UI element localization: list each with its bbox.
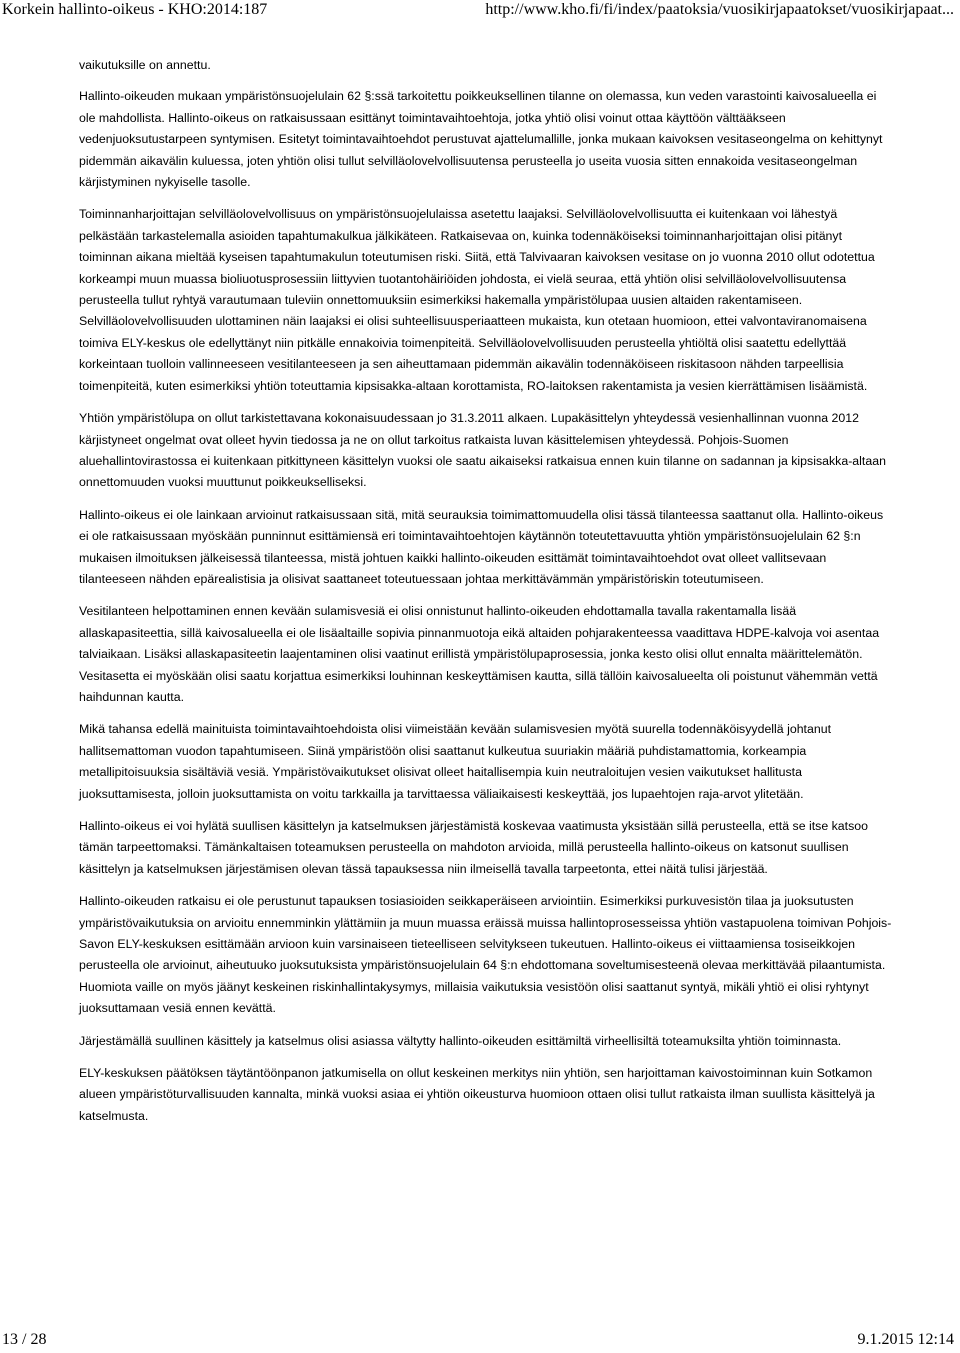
paragraph: Hallinto-oikeus ei voi hylätä suullisen käsittelyn ja katselmuksen järjestämistä koskevaa vaatimusta yksistään sillä perusteella, että se itse katsoo tämän tarpeettomaksi. Tämänkaltaisen toteamuksen perusteella on mahdoton arvioida, millä perusteella hallinto-oikeus on katsonut suullisen käsittelyn ja katselmuksen järjestämisen olevan tässä tapauksessa niin ilmeisellä tavalla tarpeetonta, ettei näitä tulisi järjestää. [79, 819, 868, 876]
paragraph: Toiminnanharjoittajan selvilläolovelvollisuus on ympäristönsuojelulaissa asetettu laajaksi. Selvilläolovelvollisuutta ei kuitenkaan voi lähestyä pelkästään tarkastelemalla asioiden tapahtumakulkua jälkikäteen. Ratkaisevaa on, kuinka todennäköiseksi toiminnanharjoittajan olisi pitänyt toiminnan aikana mieltää kyseisen tapahtumakulun toteutumisen riski. Siitä, että Talvivaaran kaivoksen vesitase on jo vuonna 2010 ollut odotettua korkeampi muun muassa bioliuotusprosessiin liittyvien tuotantohäiriöiden johdosta, ei vielä seuraa, että yhtiön olisi selvilläolovelvollisuutensa perusteella tullut ryhtyä varautumaan tuleviin onnettomuuksiin esimerkiksi hakemalla ympäristölupaa uusien altaiden rakentamiseen. Selvilläolovelvollisuuden ulottaminen näin laajaksi ei olisi suhteellisuusperiaatteen mukaista, kun otetaan huomioon, ettei valvontaviranomaisena toimiva ELY-keskus ole edellyttänyt niin pitkälle ennakoivia toimenpiteitä. Selvilläolovelvollisuuden perusteella yhtiöltä olisi saatettu edellyttää korkeintaan tuolloin vallinneeseen vesitilanteeseen ja sen aiheuttamaan pidemmän aikavälin todennäköiseen riskitasoon nähden tarpeellisia toimenpiteitä, kuten esimerkiksi yhtiön toteuttamia kipsisakka-altaan korottamista, RO-laitoksen rakentamista ja vesien kierrättämisen lisäämistä. [79, 207, 875, 393]
paragraph: Yhtiön ympäristölupa on ollut tarkistettavana kokonaisuudessaan jo 31.3.2011 alkaen. Lupakäsittelyn yhteydessä vesienhallinnan vuonna 2012 kärjistyneet ongelmat ovat olleet hyvin tiedossa ja ne on ollut tarkoitus ratkaista luvan käsittelemisen yhteydessä. Pohjois-Suomen aluehallintovirastossa ei kuitenkaan pitkittyneen käsittelyn vuoksi ole saatu aikaiseksi ratkaisua ennen kuin tilanne on sadannan ja kipsisakka-altaan onnettomuuden vuoksi muuttunut poikkeukselliseksi. [79, 411, 886, 490]
print-datetime: 9.1.2015 12:14 [857, 1331, 954, 1348]
paragraph: Mikä tahansa edellä mainituista toimintavaihtoehdoista olisi viimeistään kevään sulamisvesien myötä suurella todennäköisyydellä johtanut hallitsemattoman vuodon tapahtumiseen. Siinä ympäristöön olisi saattanut kulkeutua suuriakin määriä puhdistamattomia, korkeampia metallipitoisuuksia sisältäviä vesiä. Ympäristövaikutukset olisivat olleet haitallisempia kuin neutraloitujen vesien vaikutukset hallitusta juoksuttamisesta, jolloin juoksuttamista on voitu tarkkailla ja tarvittaessa väliaikaisesti keskeyttää, jos lupaehtojen raja-arvot ylitetään. [79, 722, 832, 801]
paragraph: Hallinto-oikeuden ratkaisu ei ole perustunut tapauksen tosiasioiden seikkaperäiseen arviointiin. Esimerkiksi purkuvesistön tilaa ja juoksutusten ympäristövaikutuksia on arvioitu ennemminkin ylättämiin ja muun muassa eräissä muissa hallintoprosesseissa yhtiön vastapuolena toimivan Pohjois-Savon ELY-keskuksen esittämään arvioon kuin varsinaiseen tieteelliseen selvitykseen tukeutuen. Hallinto-oikeus ei viittaamiensa tosiseikkojen perusteella ole arvioinut, aiheutuuko juoksutuksista ympäristönsuojelulain 64 §:n ehdottomana soveltumisesteenä olevaa merkittävää pilaantumista. Huomiota vaille on myös jäänyt keskeinen riskinhallintakysymys, millaisia vaikutuksia vesistöön olisi saattanut syntyä, mikäli yhtiö ei olisi ryhtynyt juoksuttamaan vesiä ennen kevättä. [79, 894, 892, 1016]
page-number: 13 / 28 [2, 1331, 47, 1348]
paragraph: vaikutuksille on annettu. [79, 58, 211, 72]
paragraph: Vesitilanteen helpottaminen ennen kevään sulamisvesiä ei olisi onnistunut hallinto-oikeuden ehdottamalla tavalla rakentamalla lisää allaskapasiteettia, sillä kaivosalueella ei ole lisäaltaille sopivia pinnanmuotoja eikä altaiden pohjarakenteessa vaadittava HDPE-kalvoja voi asentaa talviaikaan. Lisäksi allaskapasiteetin laajentaminen olisi vaatinut erillistä ympäristölupaprosessia, jonka kesto olisi ollut ennalta määrittelemätön. Vesitasetta ei myöskään olisi saatu korjattua esimerkiksi louhinnan keskeyttämisen kautta, sillä tällöin kaivosalueelta oli poistunut vähemmän vettä haihdunnan kautta. [79, 604, 880, 704]
paragraph: Järjestämällä suullinen käsittely ja katselmus olisi asiassa vältytty hallinto-oikeuden esittämiltä virheellisiltä toteamuksilta yhtiön toiminnasta. [79, 1033, 842, 1048]
print-footer [0, 1330, 960, 1350]
document-body [79, 55, 895, 1138]
paragraph: Hallinto-oikeuden mukaan ympäristönsuojelulain 62 §:ssä tarkoitettu poikkeuksellinen tilanne on olemassa, kun veden varastointi kaivosalueella ei ole mahdollista. Hallinto-oikeus on ratkaisussaan esittänyt toimintavaihtoehtoja, jotka yhtiö olisi voinut ottaa käyttöön välttääkseen vedenjuoksutustarpeen syntymisen. Esitetyt toimintavaihtoehdot perustuvat ajattelumallille, jonka mukaan kaivoksen vesitaseongelma on kehittynyt pidemmän aikavälin kuluessa, joten yhtiön olisi tullut selvilläolovelvollisuutensa perusteella jo useita vuosia sitten ennakoida vesitaseongelman kärjistyminen nykyiselle tasolle. [79, 89, 883, 190]
print-header [0, 0, 960, 20]
paragraph: ELY-keskuksen päätöksen täytäntöönpanon jatkumisella on ollut keskeinen merkitys niin yhtiön, sen harjoittaman kaivostoiminnan kuin Sotkamon alueen ympäristöturvallisuuden kannalta, minkä vuoksi asiaa ei yhtiön oikeusturva huomioon ottaen olisi tullut ratkaista ilman suullista käsittelyä ja katselmusta. [79, 1066, 875, 1123]
page-url[interactable]: http://www.kho.fi/fi/index/paatoksia/vuosikirjapaatokset/vuosikirjapaat... [485, 1, 954, 18]
paragraph: Hallinto-oikeus ei ole lainkaan arvioinut ratkaisussaan sitä, mitä seurauksia toimimattomuudella olisi tässä tilanteessa saattanut olla. Hallinto-oikeus ei ole ratkaisussaan myöskään punninnut esittämiensä eri toimintavaihtoehtojen käytännön toteutettavuutta yhtiön ympäristönsuojelulain 62 §:n mukaisen ilmoituksen jälkeisessä tilanteessa, mistä johtuen kaikki hallinto-oikeuden esittämät toimintavaihtoehdot ovat olleet vallitsevaan tilanteeseen nähden epärealistisia ja olisivat saattaneet toteutuessaan johtaa merkittävämmän ympäristöriskin toteutumiseen. [79, 507, 884, 586]
document-title: Korkein hallinto-oikeus - KHO:2014:187 [2, 1, 268, 18]
